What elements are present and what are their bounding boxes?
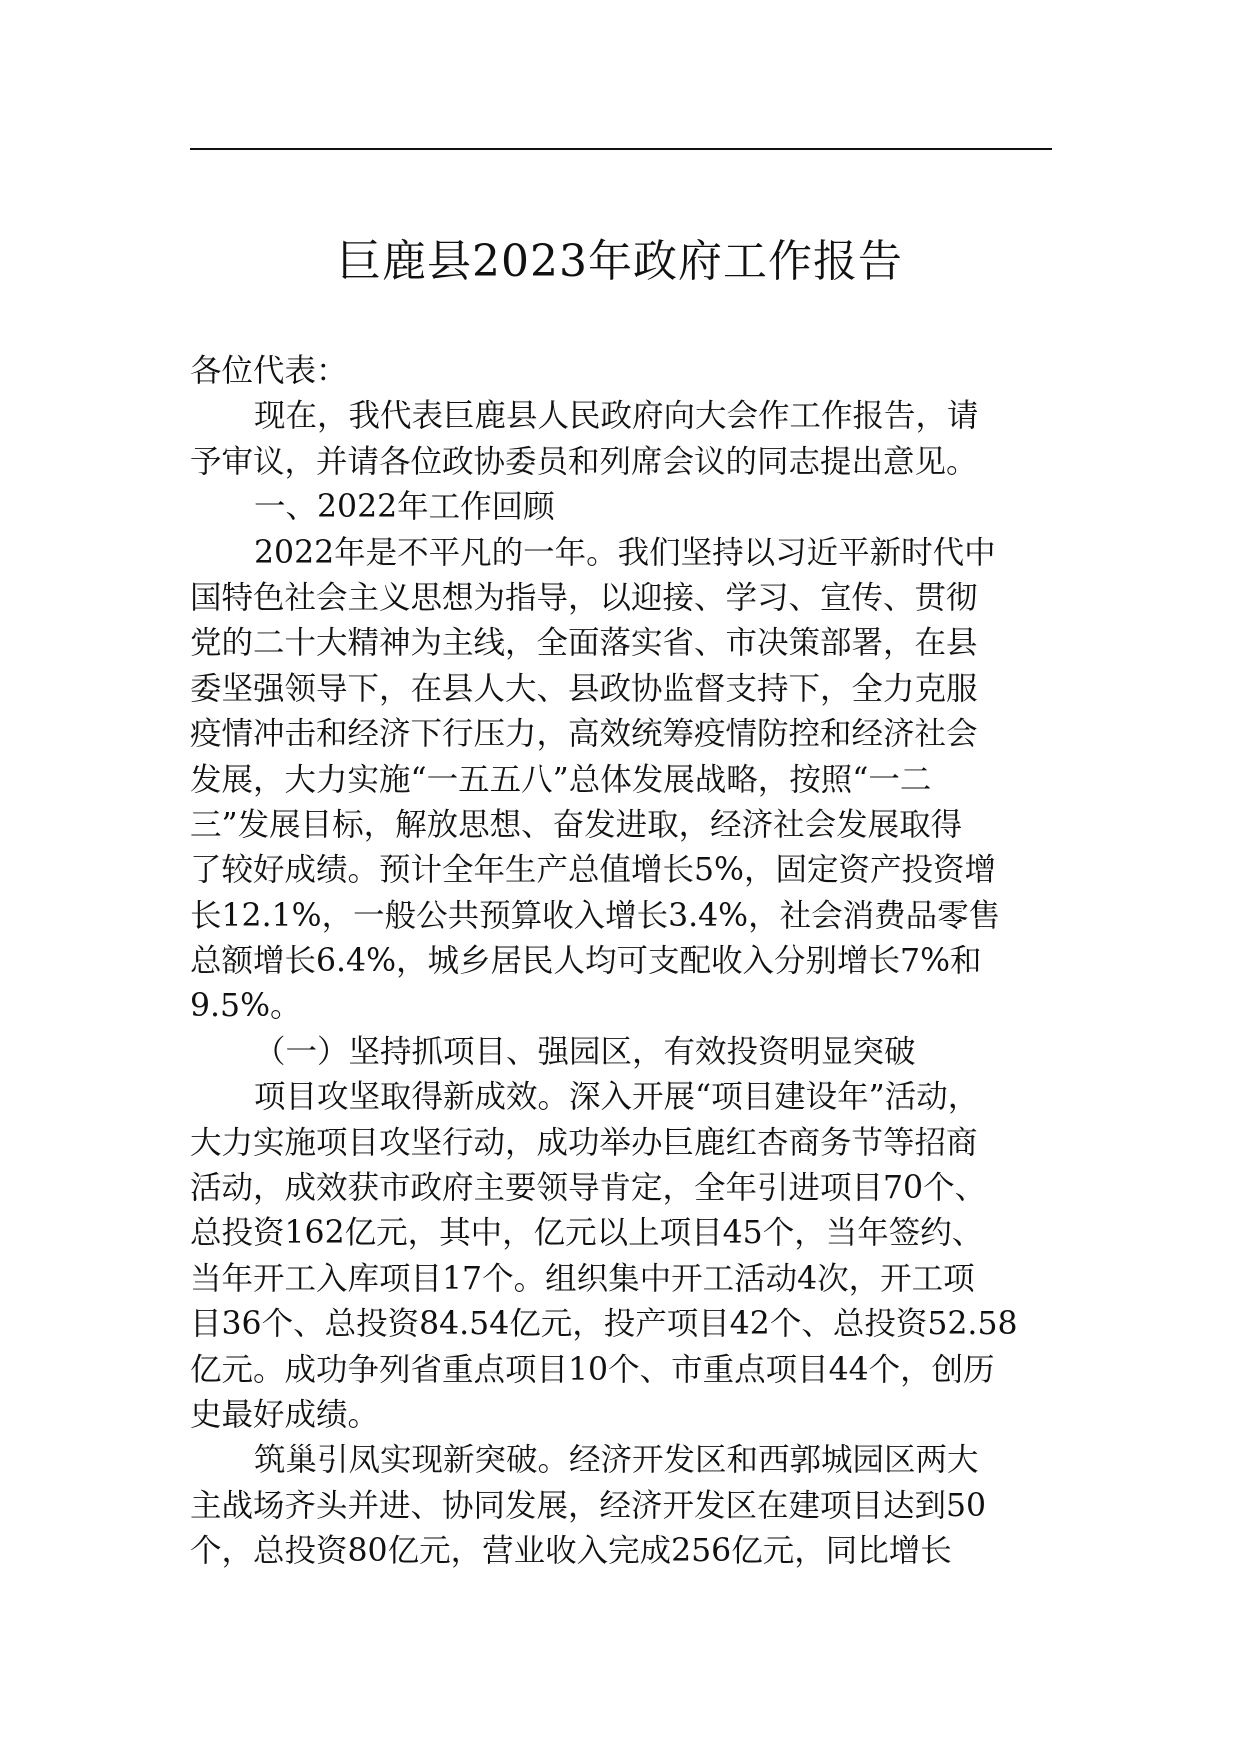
paragraph-line: 主战场齐头并进、协同发展，经济开发区在建项目达到50 <box>190 1487 987 1524</box>
document-body <box>190 349 1052 1575</box>
paragraph-line: 史最好成绩。 <box>190 1396 380 1433</box>
paragraph-line: 三”发展目标，解放思想、奋发进取，经济社会发展取得 <box>190 806 963 843</box>
paragraph-line: 筑巢引凤实现新突破。经济开发区和西郭城园区两大 <box>254 1442 979 1479</box>
paragraph-line: 当年开工入库项目17个。组织集中开工活动4次，开工项 <box>190 1260 975 1297</box>
paragraph-line: 长12.1%，一般公共预算收入增长3.4%，社会消费品零售 <box>190 897 1001 934</box>
paragraph-line: 国特色社会主义思想为指导，以迎接、学习、宣传、贯彻 <box>190 579 978 616</box>
paragraph-line: 9.5%。 <box>190 988 302 1025</box>
paragraph-line: 现在，我代表巨鹿县人民政府向大会作工作报告，请 <box>254 398 979 435</box>
paragraph-line: 项目攻坚取得新成效。深入开展“项目建设年”活动， <box>254 1079 980 1116</box>
paragraph-line: 大力实施项目攻坚行动，成功举办巨鹿红杏商务节等招商 <box>190 1124 978 1161</box>
paragraph-line: 党的二十大精神为主线，全面落实省、市决策部署，在县 <box>190 625 978 662</box>
paragraph-line: 总投资162亿元，其中，亿元以上项目45个，当年签约、 <box>190 1215 984 1252</box>
paragraph-line: 发展，大力实施“一五五八”总体发展战略，按照“一二 <box>190 761 932 798</box>
paragraph-line: 活动，成效获市政府主要领导肯定，全年引进项目70个、 <box>190 1170 987 1207</box>
paragraph-line: 目36个、总投资84.54亿元，投产项目42个、总投资52.58 <box>190 1306 1018 1343</box>
paragraph-line: 疫情冲击和经济下行压力，高效统筹疫情防控和经济社会 <box>190 716 978 753</box>
paragraph-line: 了较好成绩。预计全年生产总值增长5%，固定资产投资增 <box>190 852 996 889</box>
document-title: 巨鹿县2023年政府工作报告 <box>337 236 903 287</box>
paragraph-line: 予审议，并请各位政协委员和列席会议的同志提出意见。 <box>190 443 978 480</box>
header-rule <box>190 148 1052 150</box>
section-heading: 一、2022年工作回顾 <box>254 489 555 526</box>
paragraph-line: 亿元。成功争列省重点项目10个、市重点项目44个，创历 <box>190 1351 995 1388</box>
subsection-heading: （一）坚持抓项目、强园区，有效投资明显突破 <box>254 1033 916 1070</box>
paragraph-line: 委坚强领导下，在县人大、县政协监督支持下，全力克服 <box>190 670 978 707</box>
paragraph-line: 总额增长6.4%，城乡居民人均可支配收入分别增长7%和 <box>190 943 982 980</box>
salutation: 各位代表： <box>190 353 348 389</box>
paragraph-line: 2022年是不平凡的一年。我们坚持以习近平新时代中 <box>254 534 996 571</box>
paragraph-line: 个，总投资80亿元，营业收入完成256亿元，同比增长 <box>190 1533 952 1570</box>
